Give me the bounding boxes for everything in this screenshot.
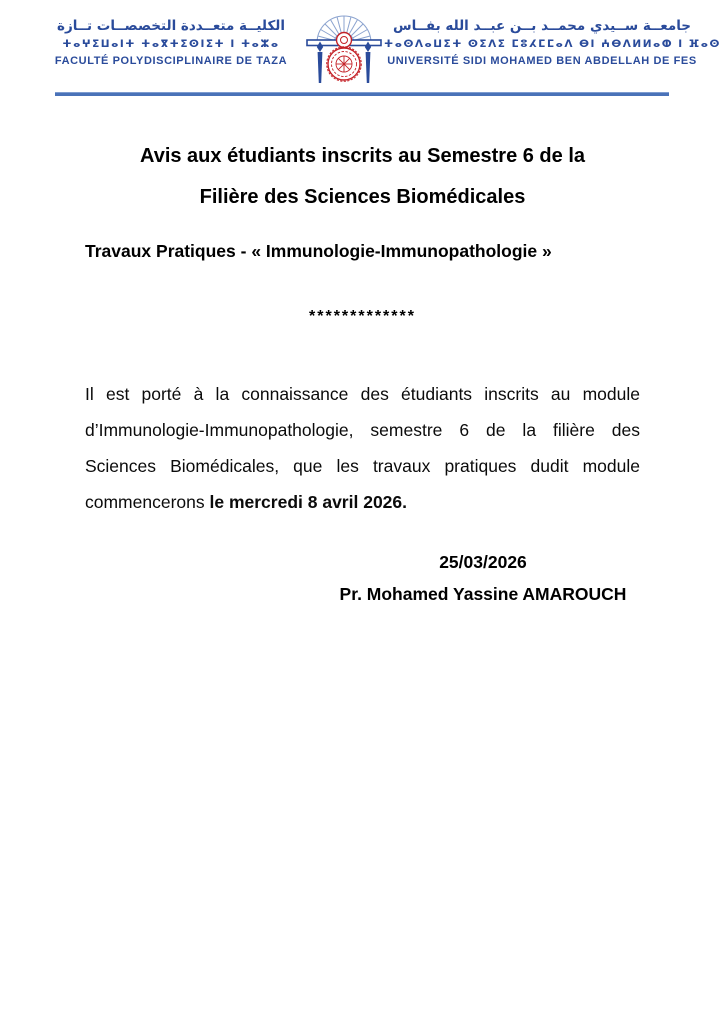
letterhead-faculty-block	[38, 8, 304, 69]
signature-block	[308, 546, 658, 610]
letterhead	[0, 0, 724, 88]
notice-body	[85, 376, 640, 520]
notice-body-date-bold: le mercredi 8 avril 2026.	[209, 492, 407, 512]
signatory-name: Pr. Mohamed Yassine AMAROUCH	[339, 584, 627, 604]
notice-title	[85, 136, 640, 218]
notice-date: 25/03/2026	[439, 552, 527, 572]
faculty-name-tifinagh: ⵜⴰⵖⵉⵡⴰⵏⵜ ⵜⴰⴳⵜⵉⵙⵏⵉⵜ ⵏ ⵜⴰⵣⴰ	[62, 38, 280, 50]
faculty-name-arabic: الكليــة متعــددة التخصصــات تــازة	[56, 18, 285, 34]
letterhead-university-block	[384, 8, 721, 69]
university-name-arabic: جامعــة ســيدي محمــد بــن عبــد الله بفــاس	[392, 18, 692, 34]
notice-subtitle: Travaux Pratiques - « Immunologie-Immunopathologie »	[85, 241, 552, 261]
header-divider	[55, 92, 669, 96]
university-name-tifinagh: ⵜⴰⵙⴷⴰⵡⵉⵜ ⵙⵉⴷⵉ ⵎⵓⵃⵎⵎⴰⴷ ⴱⵏ ⵄⴱⴷⵍⵍⴰⵀ ⵏ ⴼⴰⵙ	[384, 38, 721, 50]
notice-title-line-1: Avis aux étudiants inscrits au Semestre 6 de la	[140, 145, 585, 167]
university-emblem-icon	[304, 10, 384, 88]
notice-title-line-2: Filière des Sciences Biomédicales	[199, 186, 526, 208]
university-name-french: UNIVERSITÉ SIDI MOHAMED BEN ABDELLAH DE FES	[387, 55, 697, 67]
faculty-name-french: FACULTÉ POLYDISCIPLINAIRE DE TAZA	[54, 55, 288, 67]
notice-content	[0, 136, 724, 610]
asterisk-separator: *************	[309, 308, 416, 325]
notice-body-text: Il est porté à la connaissance des étudiants inscrits au module d’Immunologie-Immunopathologie, semestre 6 de la filière des Sciences Biomédicales, que les travaux pratiques dudit module commencerons	[85, 384, 640, 512]
